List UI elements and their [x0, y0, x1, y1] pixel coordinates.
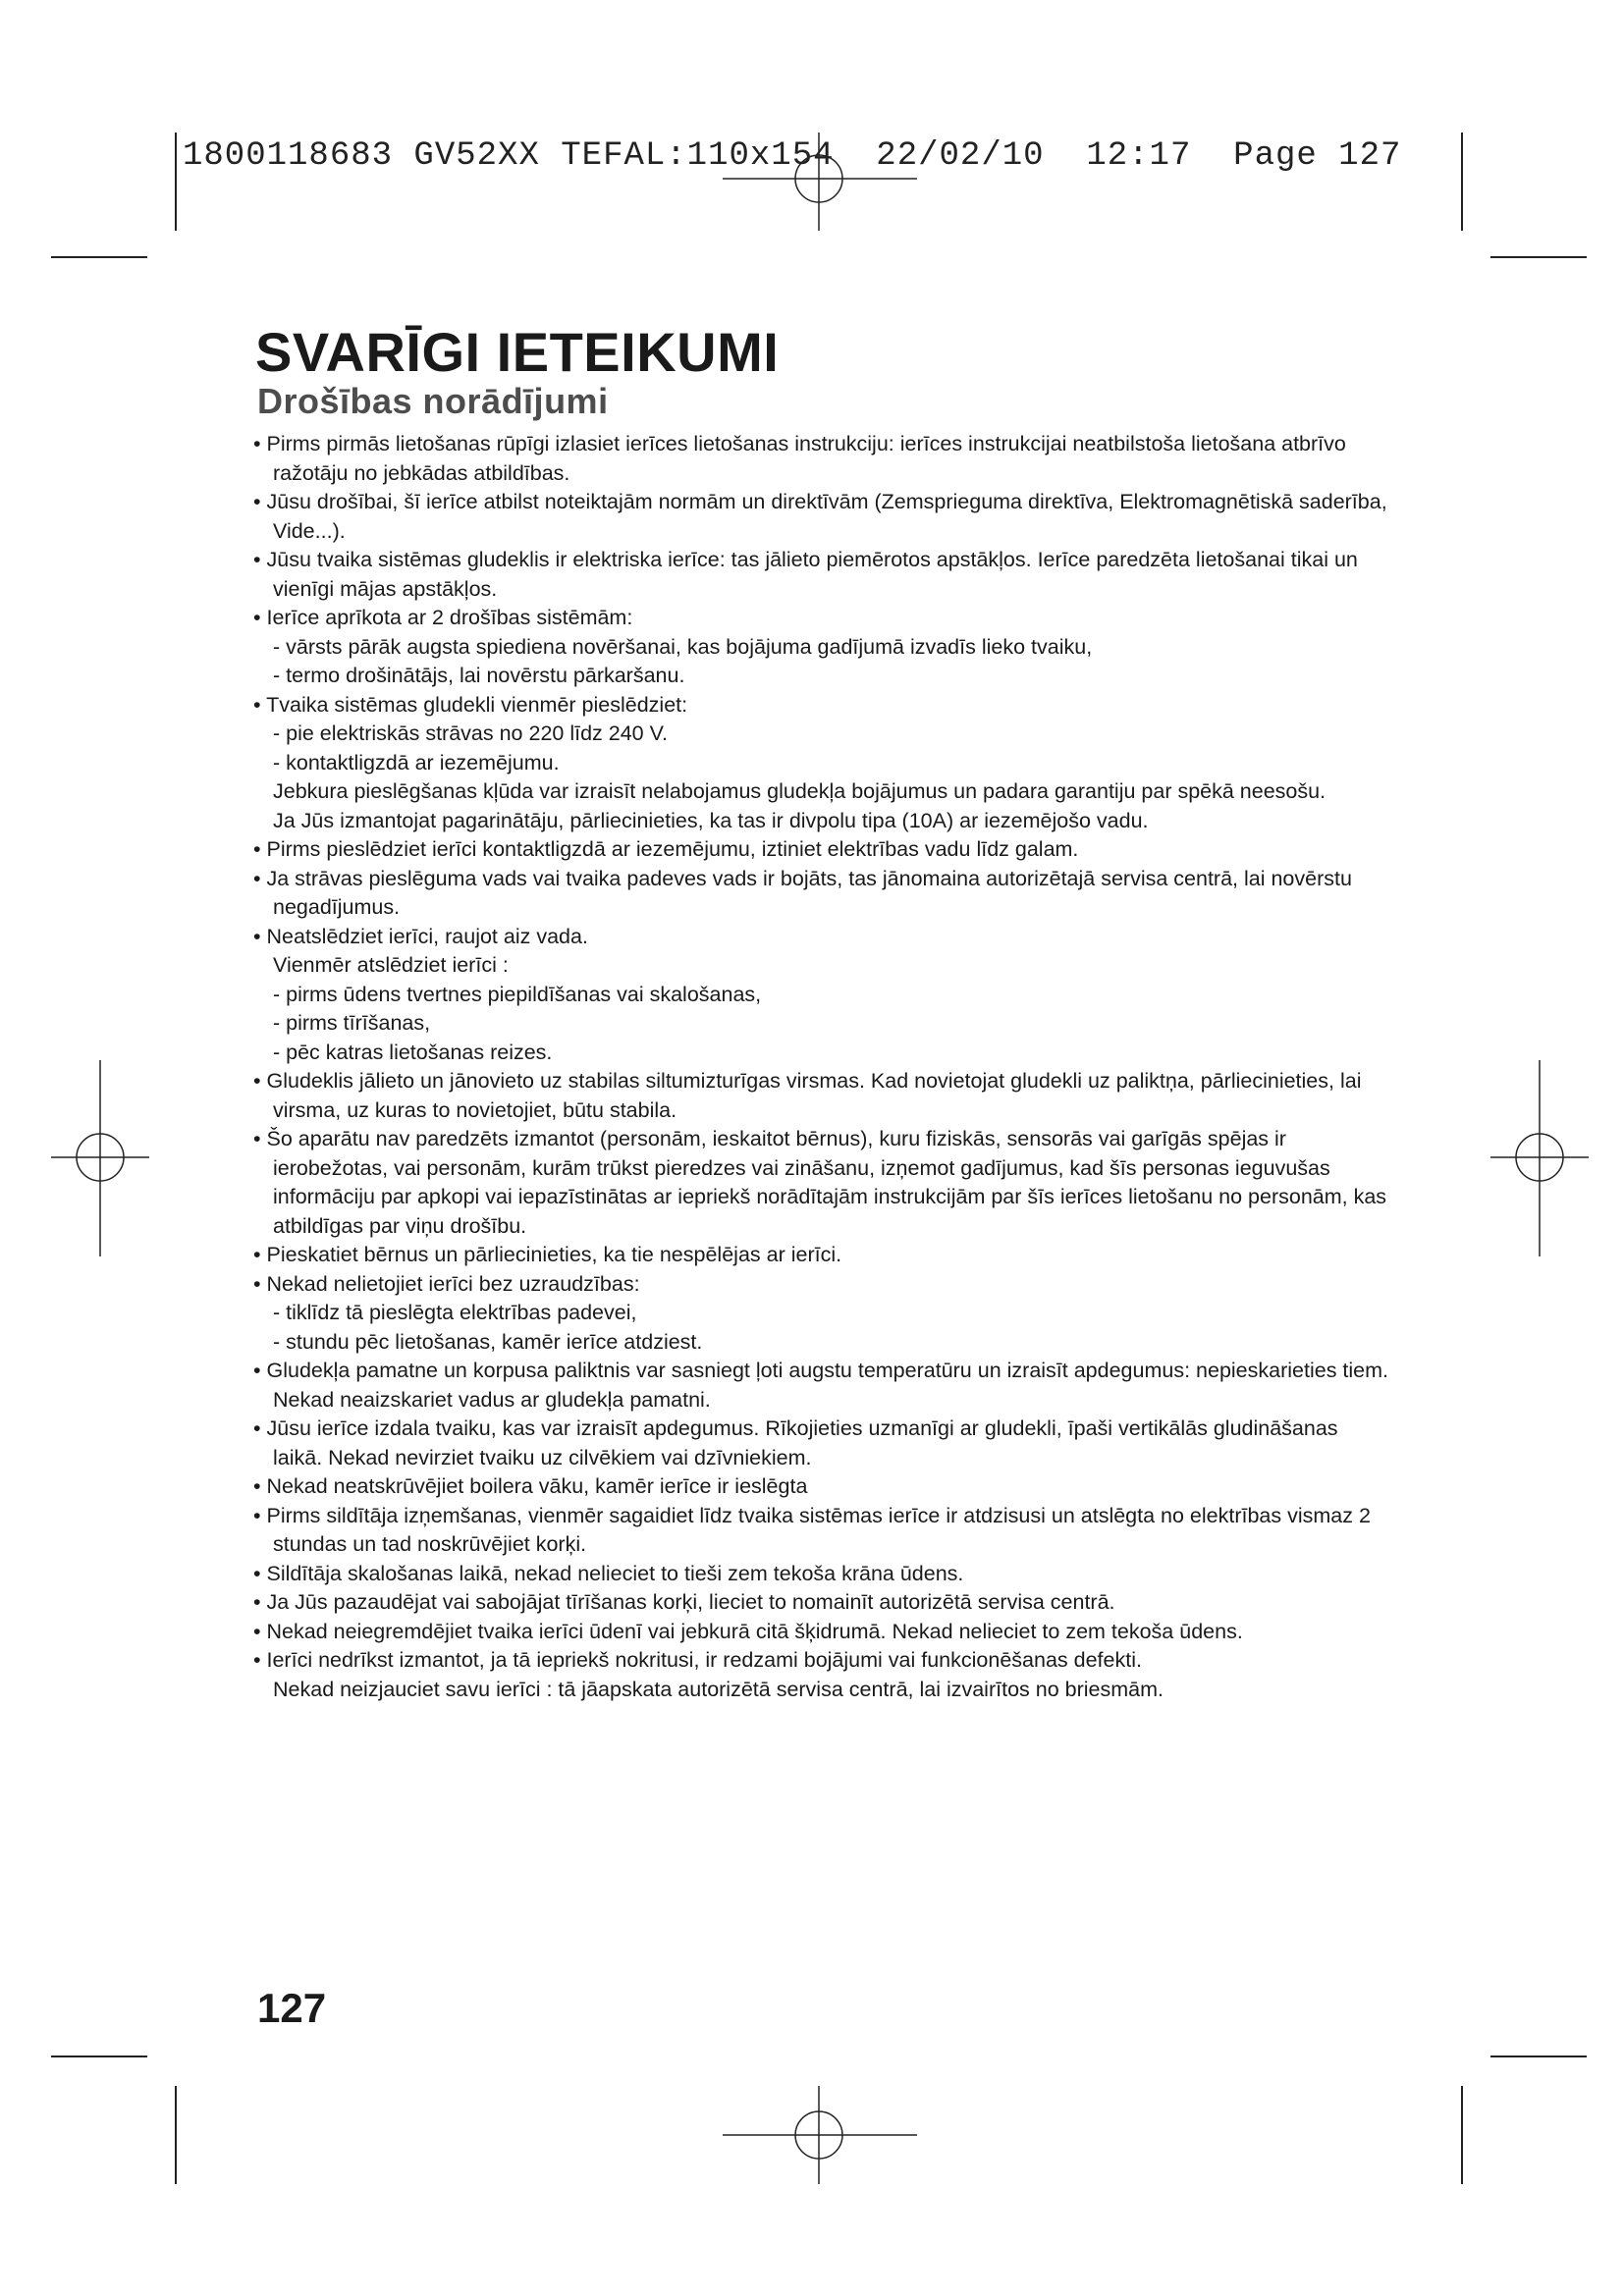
bullet-item: • Jūsu ierīce izdala tvaiku, kas var izraisīt apdegumus. Rīkojieties uzmanīgi ar gludekli, īpaši vertikālās gludināšanas laikā. Nekad nevirziet tvaiku uz cilvēkiem vai dzīvniekiem.: [253, 1416, 1338, 1469]
sub-item: - termo drošinātājs, lai novērstu pārkaršanu.: [273, 664, 685, 687]
bullet-item: • Pirms sildītāja izņemšanas, vienmēr sagaidiet līdz tvaika sistēmas ierīce ir atdzisusi un atslēgta no elektrības vismaz 2 stundas un tad noskrūvējiet korķi.: [253, 1503, 1371, 1556]
bullet-item: • Jūsu drošībai, šī ierīce atbilst noteiktajām normām un direktīvām (Zemsprieguma direktīva, Elektromagnētiskā saderība, Vide...).: [253, 490, 1387, 543]
sub-item: - pie elektriskās strāvas no 220 līdz 240 V.: [273, 721, 668, 745]
bullet-item: • Nekad neatskrūvējiet boilera vāku, kamēr ierīce ir ieslēgta: [253, 1474, 808, 1498]
sub-item: Nekad neizjauciet savu ierīci : tā jāapskata autorizētā servisa centrā, lai izvairītos no briesmām.: [273, 1677, 1164, 1701]
bullet-item: • Nekad nelietojiet ierīci bez uzraudzības:: [253, 1271, 640, 1296]
bullet-item: • Pieskatiet bērnus un pārliecinieties, ka tie nespēlējas ar ierīci.: [253, 1243, 842, 1266]
bullet-item: • Tvaika sistēmas gludekli vienmēr pieslēdziet:: [253, 692, 688, 717]
sub-item: - tiklīdz tā pieslēgta elektrības padevei,: [273, 1301, 637, 1324]
page-title: SVARĪGI IETEIKUMI: [255, 321, 780, 383]
sub-item: - pirms tīrīšanas,: [273, 1011, 431, 1035]
bullet-item: • Pirms pieslēdziet ierīci kontaktligzdā ar iezemējumu, iztiniet elektrības vadu līdz galam.: [253, 837, 1079, 861]
sub-item: - kontaktligzdā ar iezemējumu.: [273, 750, 560, 774]
bullet-item: • Ierīce aprīkota ar 2 drošības sistēmām:: [253, 606, 633, 629]
sub-item: Vienmēr atslēdziet ierīci :: [273, 953, 509, 977]
sub-item: Nekad neaizskariet vadus ar gludekļa pamatni.: [273, 1387, 711, 1412]
sub-item: - pēc katras lietošanas reizes.: [273, 1040, 553, 1064]
section-subtitle: Drošības norādījumi: [257, 381, 609, 421]
bullet-item: • Ja Jūs pazaudējat vai sabojājat tīrīšanas korķi, lieciet to nomainīt autorizētā servisa centrā.: [253, 1590, 1115, 1614]
sub-item: Ja Jūs izmantojat pagarinātāju, pārliecinieties, ka tas ir divpolu tipa (10A) ar iezemējošo vadu.: [273, 808, 1149, 832]
bullet-item: • Šo aparātu nav paredzēts izmantot (personām, ieskaitot bērnus), kuru fiziskās, sensorās vai garīgās spējas ir ierobežotas, vai personām, kurām trūkst pieredzes vai zināšanu, izņemot gadījumus, kad šīs personas ieguvušas informāciju par apkopi vai iepazīstinātas ar iepriekš norādītajām instrukcijām par šīs ierīces lietošanu no personām, kas atbildīgas par viņu drošību.: [253, 1127, 1387, 1238]
bullet-item: • Ja strāvas pieslēguma vads vai tvaika padeves vads ir bojāts, tas jānomaina autorizētajā servisa centrā, lai novērstu negadījumus.: [253, 866, 1352, 919]
bullet-item: • Pirms pirmās lietošanas rūpīgi izlasiet ierīces lietošanas instrukciju: ierīces instrukcijai neatbilstoša lietošana atbrīvo ražotāju no jebkādas atbildības.: [253, 432, 1346, 485]
safety-instructions: [253, 430, 1392, 1704]
bullet-item: • Gludekļa pamatne un korpusa paliktnis var sasniegt ļoti augstu temperatūru un izraisīt apdegumus: nepieskarieties tiem.: [253, 1359, 1389, 1382]
bullet-item: • Gludeklis jālieto un jānovieto uz stabilas siltumizturīgas virsmas. Kad novietojat gludekli uz paliktņa, pārliecinieties, lai virsma, uz kuras to novietojiet, būtu stabila.: [253, 1069, 1362, 1122]
bullet-item: • Ierīci nedrīkst izmantot, ja tā iepriekš nokritusi, ir redzami bojājumi vai funkcionēšanas defekti.: [253, 1648, 1142, 1672]
bullet-item: • Nekad neiegremdējiet tvaika ierīci ūdenī vai jebkurā citā šķidrumā. Nekad nelieciet to zem tekoša ūdens.: [253, 1619, 1243, 1643]
sub-item: - pirms ūdens tvertnes piepildīšanas vai skalošanas,: [273, 982, 762, 1006]
sub-item: - vārsts pārāk augsta spiediena novēršanai, kas bojājuma gadījumā izvadīs lieko tvaiku,: [273, 634, 1093, 659]
bullet-item: • Neatslēdziet ierīci, raujot aiz vada.: [253, 924, 588, 948]
print-slug-line: 1800118683 GV52XX TEFAL:110x154 22/02/10 12:17 Page 127: [183, 137, 1402, 175]
bullet-item: • Sildītāja skalošanas laikā, nekad nelieciet to tieši zem tekoša krāna ūdens.: [253, 1561, 964, 1585]
sub-item: Jebkura pieslēgšanas kļūda var izraisīt nelabojamus gludekļa bojājumus un padara garantiju par spēkā neesošu.: [273, 779, 1326, 803]
page-number: 127: [257, 1985, 327, 2031]
bullet-item: • Jūsu tvaika sistēmas gludeklis ir elektriska ierīce: tas jālieto piemērotos apstākļos. Ierīce paredzēta lietošanai tikai un vienīgi mājas apstākļos.: [253, 548, 1358, 601]
sub-item: - stundu pēc lietošanas, kamēr ierīce atdziest.: [273, 1329, 703, 1354]
